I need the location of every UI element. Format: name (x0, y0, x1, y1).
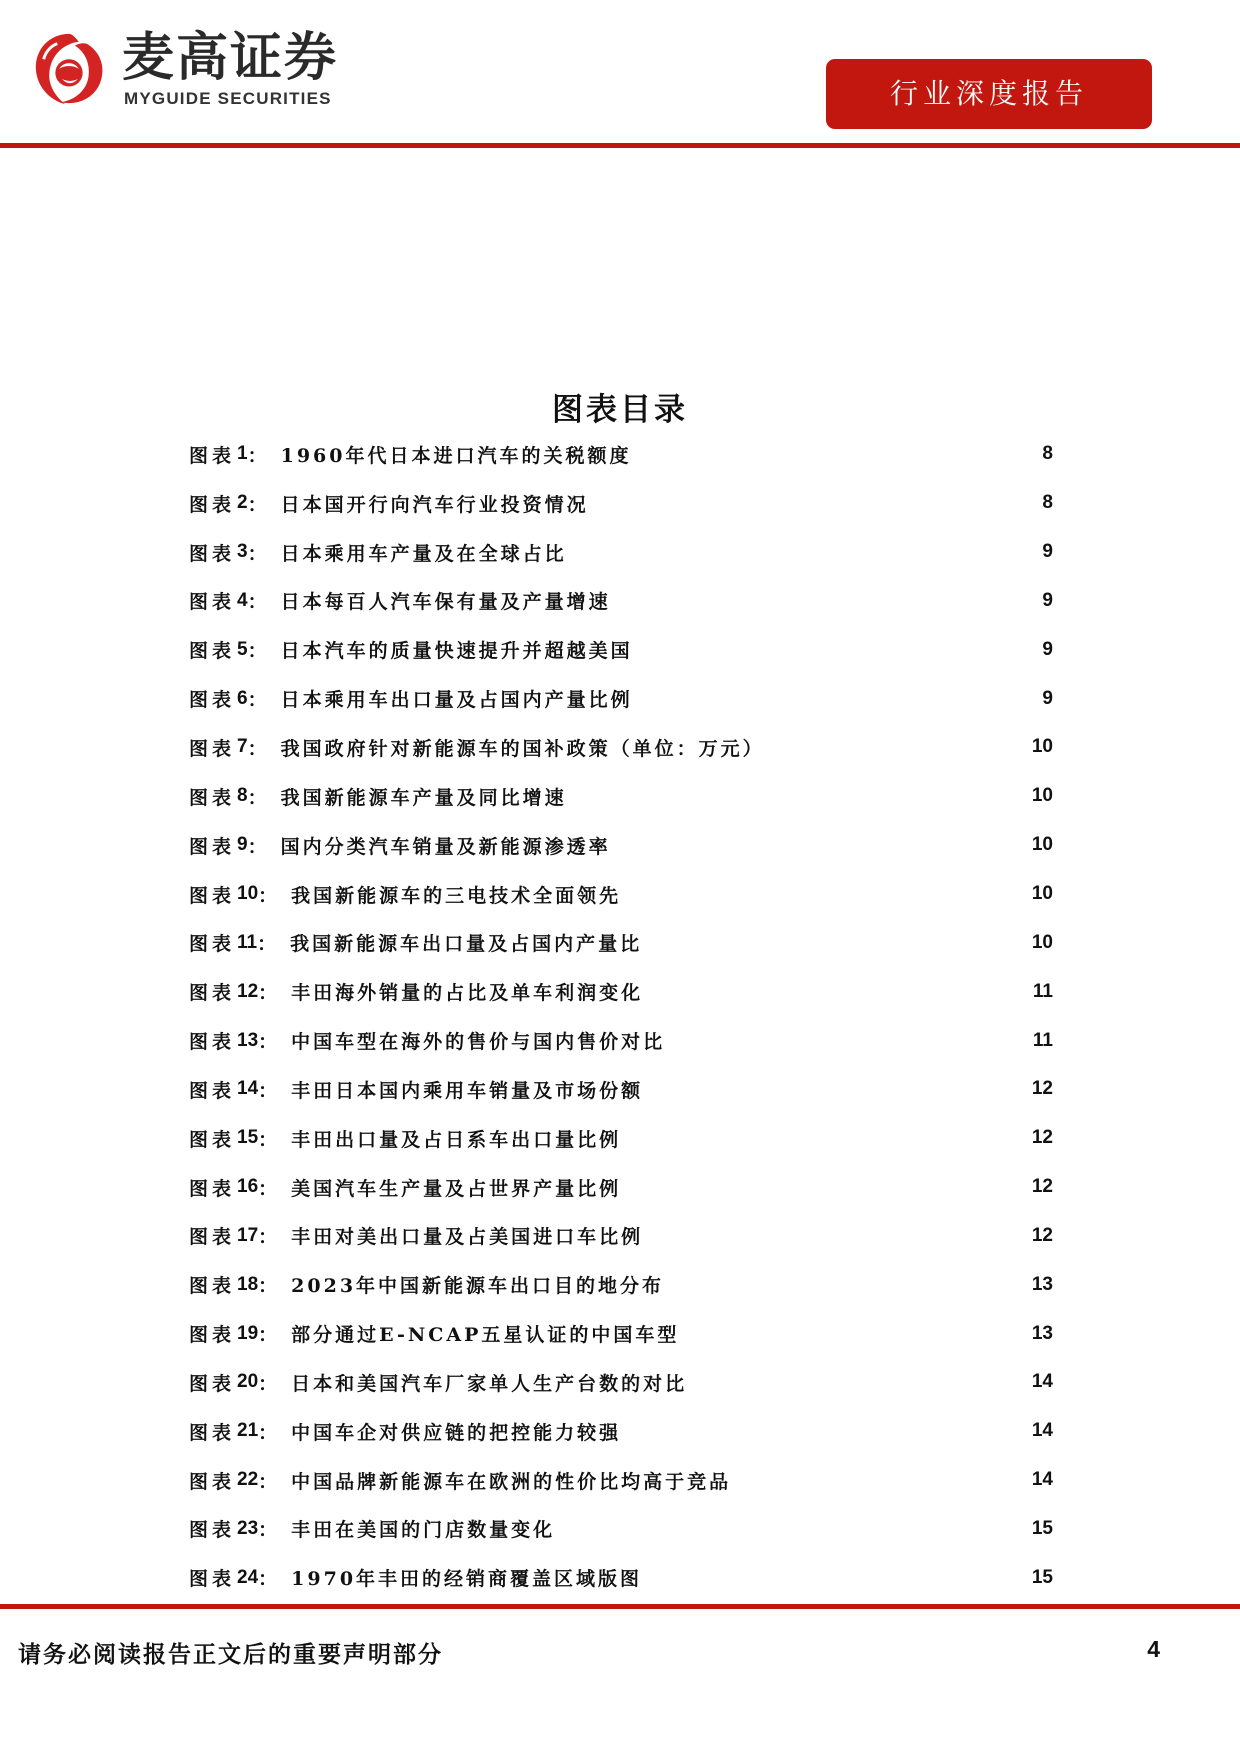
toc-dot-leader (647, 984, 1017, 1000)
toc-dot-leader (647, 1081, 1017, 1097)
toc-entry-colon: ： (247, 591, 267, 614)
toc-entry[interactable] (189, 772, 1053, 821)
toc-entry-colon: ： (247, 835, 267, 858)
toc-entry[interactable] (189, 1016, 1053, 1065)
footer-divider (0, 1604, 1240, 1609)
toc-entry[interactable] (189, 1505, 1053, 1554)
toc-dot-leader (769, 739, 1017, 755)
toc-entry-label: 图表 (189, 1128, 236, 1151)
toc-entry-colon: ： (258, 1372, 278, 1395)
toc-entry-colon: ： (258, 1324, 278, 1347)
toc-entry-colon: ： (258, 1421, 278, 1444)
toc-entry-page: 14 (1031, 1371, 1053, 1393)
toc-entry-number: 10 (237, 883, 259, 905)
header-divider (0, 143, 1240, 148)
toc-entry-label: 图表 (189, 1519, 236, 1542)
toc-entry[interactable] (189, 821, 1053, 870)
toc-entry-number: 4 (237, 589, 248, 611)
toc-entry-title: 我国政府针对新能源车的国补政策（单位：万元） (280, 737, 765, 760)
toc-entry[interactable] (189, 1065, 1053, 1114)
toc-entry-number: 6 (237, 687, 248, 709)
toc-entry[interactable] (189, 1553, 1053, 1602)
toc-entry-number: 17 (237, 1224, 259, 1246)
toc-entry[interactable] (189, 1358, 1053, 1407)
toc-entry[interactable] (189, 1309, 1053, 1358)
toc-entry[interactable] (189, 1456, 1053, 1505)
toc-entry-page: 8 (1042, 492, 1053, 514)
toc-entry-colon: ： (257, 933, 277, 956)
toc-dot-leader (647, 1228, 1017, 1244)
toc-entry-label: 图表 (189, 1470, 236, 1493)
toc-dot-leader (668, 1277, 1017, 1293)
toc-entry-number: 3 (237, 541, 248, 563)
toc-entry[interactable] (189, 870, 1053, 919)
disclaimer-note: 请务必阅读报告正文后的重要声明部分 (18, 1641, 443, 1668)
toc-entry-title: 丰田出口量及占日系车出口量比例 (291, 1128, 622, 1151)
toc-dot-leader (559, 1521, 1017, 1537)
toc-entry-label: 图表 (189, 982, 236, 1005)
toc-entry-title: 日本国开行向汽车行业投资情况 (280, 493, 589, 516)
toc-dot-leader (691, 1374, 1017, 1390)
toc-dot-leader (625, 886, 1017, 902)
toc-entry[interactable] (189, 479, 1053, 528)
brand-name: 麦高证券 (122, 28, 339, 88)
toc-entry-number: 24 (237, 1566, 259, 1588)
toc-entry-colon: ： (258, 1031, 278, 1054)
toc-dot-leader (636, 446, 1018, 462)
toc-entry-number: 18 (237, 1273, 259, 1295)
toc-entry-number: 9 (237, 834, 248, 856)
toc-entry-title: 我国新能源车的三电技术全面领先 (291, 884, 622, 907)
toc-entry-label: 图表 (189, 884, 236, 907)
toc-entry-label: 图表 (189, 493, 236, 516)
toc-entry-title: 我国新能源车产量及同比增速 (280, 786, 567, 809)
toc-entry-number: 22 (237, 1469, 259, 1491)
toc-entry-label: 图表 (189, 933, 236, 956)
toc-entry-label: 图表 (189, 1324, 236, 1347)
toc-entry-label: 图表 (189, 1421, 236, 1444)
toc-dot-leader (646, 935, 1017, 951)
toc-entry-number: 14 (237, 1078, 259, 1100)
toc-entry-page: 13 (1031, 1322, 1053, 1344)
toc-entry-colon: ： (258, 1519, 278, 1542)
toc-entry-page: 15 (1031, 1517, 1053, 1539)
toc-entry-page: 14 (1031, 1420, 1053, 1442)
toc-entry-colon: ： (247, 444, 267, 467)
toc-entry-colon: ： (258, 1128, 278, 1151)
toc-entry[interactable] (189, 674, 1053, 723)
toc-entry-title: 中国品牌新能源车在欧洲的性价比均高于竞品 (291, 1470, 732, 1493)
toc-entry-page: 9 (1042, 541, 1053, 563)
toc-entry-page: 10 (1031, 785, 1053, 807)
toc-entry-colon: ： (258, 1470, 278, 1493)
toc-dot-leader (637, 642, 1017, 658)
toc-dot-leader (571, 544, 1017, 560)
toc-entry-page: 12 (1031, 1176, 1053, 1198)
toc-entry-label: 图表 (189, 1226, 236, 1249)
toc-entry-number: 19 (237, 1322, 259, 1344)
toc-entry-number: 11 (237, 931, 258, 953)
toc-entry-colon: ： (247, 493, 267, 516)
toc-entry[interactable] (189, 1260, 1053, 1309)
toc-dot-leader (593, 495, 1017, 511)
toc-entry-title: 日本每百人汽车保有量及产量增速 (280, 591, 611, 614)
toc-entry-page: 12 (1031, 1078, 1053, 1100)
toc-dot-leader (615, 593, 1017, 609)
toc-dot-leader (625, 1130, 1017, 1146)
toc-entry-title: 1970年丰田的经销商覆盖区域版图 (291, 1568, 643, 1591)
toc-entry-title: 2023年中国新能源车出口目的地分布 (291, 1275, 665, 1298)
toc-entry-title: 部分通过E-NCAP五星认证的中国车型 (291, 1324, 680, 1347)
toc-entry-label: 图表 (189, 640, 236, 663)
toc-entry-label: 图表 (189, 835, 236, 858)
toc-entry-label: 图表 (189, 444, 236, 467)
toc-entry[interactable] (189, 1407, 1053, 1456)
toc-entry-title: 美国汽车生产量及占世界产量比例 (291, 1177, 622, 1200)
toc-entry-label: 图表 (189, 1031, 236, 1054)
toc-dot-leader (625, 1423, 1017, 1439)
toc-entry-title: 中国车型在海外的售价与国内售价对比 (291, 1031, 666, 1054)
page-header (0, 0, 1240, 152)
toc-entry-number: 23 (237, 1517, 259, 1539)
toc-entry-label: 图表 (189, 542, 236, 565)
toc-entry[interactable] (189, 577, 1053, 626)
toc-entry-page: 10 (1031, 736, 1053, 758)
toc-entry-colon: ： (247, 786, 267, 809)
toc-entry-page: 9 (1042, 687, 1053, 709)
toc-entry-page: 9 (1042, 638, 1053, 660)
toc-entry-colon: ： (247, 689, 267, 712)
toc-entry-number: 15 (237, 1127, 259, 1149)
toc-entry-number: 16 (237, 1176, 259, 1198)
page-number: 4 (1147, 1636, 1160, 1662)
toc-dot-leader (646, 1570, 1017, 1586)
toc-entry-page: 10 (1031, 883, 1053, 905)
toc-dot-leader (735, 1472, 1017, 1488)
brand-name-english: MYGUIDE SECURITIES (124, 89, 332, 108)
toc-entry-page: 14 (1031, 1469, 1053, 1491)
toc-dot-leader (615, 837, 1017, 853)
toc-entry-page: 11 (1032, 1029, 1053, 1051)
toc-dot-leader (683, 1326, 1017, 1342)
toc-entry-number: 1 (237, 443, 248, 465)
toc-entry-title: 日本和美国汽车厂家单人生产台数的对比 (291, 1372, 688, 1395)
report-type-badge: 行业深度报告 (826, 59, 1152, 129)
toc-entry-title: 丰田在美国的门店数量变化 (291, 1519, 556, 1542)
toc-entry[interactable] (189, 1212, 1053, 1261)
toc-dot-leader (571, 788, 1017, 804)
toc-entry-title: 日本汽车的质量快速提升并超越美国 (280, 640, 633, 663)
toc-entry[interactable] (189, 918, 1053, 967)
toc-entry-colon: ： (258, 1275, 278, 1298)
toc-entry-page: 12 (1031, 1224, 1053, 1246)
toc-dot-leader (625, 1179, 1017, 1195)
toc-entry-title: 丰田海外销量的占比及单车利润变化 (291, 982, 644, 1005)
toc-entry-page: 10 (1031, 931, 1053, 953)
toc-entry-number: 2 (237, 492, 248, 514)
toc-entry-label: 图表 (189, 1372, 236, 1395)
toc-dot-leader (669, 1033, 1017, 1049)
toc-entry-label: 图表 (189, 591, 236, 614)
toc-entry-title: 丰田对美出口量及占美国进口车比例 (291, 1226, 644, 1249)
toc-entry-title: 中国车企对供应链的把控能力较强 (291, 1421, 622, 1444)
toc-entry-colon: ： (247, 542, 267, 565)
toc-entry-title: 日本乘用车出口量及占国内产量比例 (280, 689, 633, 712)
toc-entry[interactable] (189, 1114, 1053, 1163)
brand-logo-icon (30, 30, 108, 108)
toc-entry-page: 12 (1031, 1127, 1053, 1149)
toc-entry-title: 丰田日本国内乘用车销量及市场份额 (291, 1079, 644, 1102)
toc-entry[interactable] (189, 1163, 1053, 1212)
toc-entry-colon: ： (258, 982, 278, 1005)
toc-entry-page: 15 (1031, 1566, 1053, 1588)
toc-entry-label: 图表 (189, 786, 236, 809)
toc-entry-number: 20 (237, 1371, 259, 1393)
toc-entry-label: 图表 (189, 689, 236, 712)
toc-entry[interactable] (189, 430, 1053, 479)
toc-entry-number: 5 (237, 638, 248, 660)
toc-entry[interactable] (189, 967, 1053, 1016)
toc-dot-leader (637, 691, 1017, 707)
toc-entry-page: 10 (1031, 834, 1053, 856)
toc-entry-title: 国内分类汽车销量及新能源渗透率 (280, 835, 611, 858)
toc-entry-page: 13 (1031, 1273, 1053, 1295)
toc-entry-colon: ： (258, 1079, 278, 1102)
toc-entry-title: 我国新能源车出口量及占国内产量比 (290, 933, 643, 956)
toc-entry-number: 12 (237, 980, 259, 1002)
toc-entry-number: 8 (237, 785, 248, 807)
toc-entry[interactable] (189, 723, 1053, 772)
toc-entry-label: 图表 (189, 1275, 236, 1298)
toc-entry-label: 图表 (189, 1568, 236, 1591)
toc-entry-label: 图表 (189, 737, 236, 760)
toc-entry-page: 9 (1042, 589, 1053, 611)
toc-entry-colon: ： (247, 737, 267, 760)
toc-entry-number: 21 (237, 1420, 259, 1442)
toc-entry-title: 日本乘用车产量及在全球占比 (280, 542, 567, 565)
toc-entry-number: 7 (237, 736, 248, 758)
toc-entry[interactable] (189, 625, 1053, 674)
toc-entry-colon: ： (247, 640, 267, 663)
toc-entry-title: 1960年代日本进口汽车的关税额度 (280, 444, 632, 467)
figure-toc-list (189, 430, 1053, 1602)
toc-entry-colon: ： (258, 1177, 278, 1200)
toc-entry[interactable] (189, 528, 1053, 577)
toc-entry-label: 图表 (189, 1079, 236, 1102)
toc-entry-colon: ： (258, 1226, 278, 1249)
toc-entry-label: 图表 (189, 1177, 236, 1200)
toc-entry-colon: ： (258, 1568, 278, 1591)
toc-entry-number: 13 (237, 1029, 259, 1051)
toc-entry-page: 11 (1032, 980, 1053, 1002)
toc-entry-page: 8 (1042, 443, 1053, 465)
toc-entry-colon: ： (258, 884, 278, 907)
toc-title: 图表目录 (552, 392, 688, 428)
